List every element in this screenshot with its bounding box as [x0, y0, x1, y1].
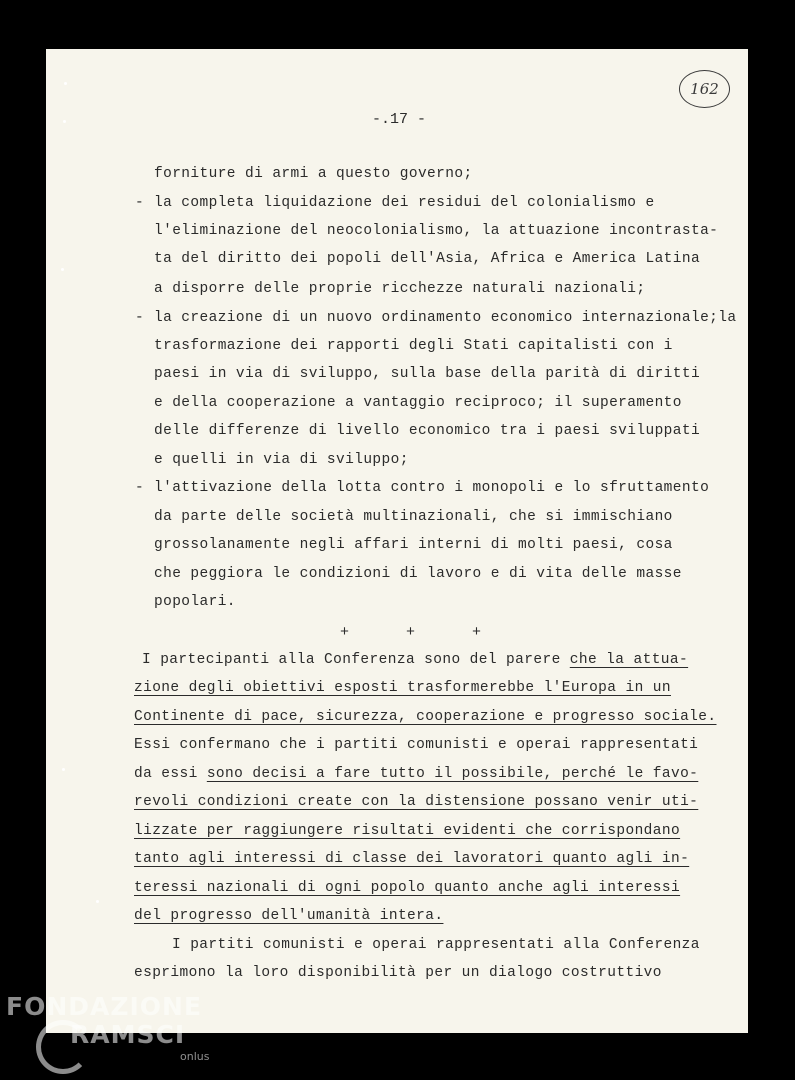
page-number: -.17 -	[372, 111, 427, 128]
paragraph-line: esprimono la loro disponibilità per un dialogo costruttivo	[134, 965, 662, 981]
section-separator: + + +	[340, 624, 506, 641]
list-line: forniture di armi a questo governo;	[154, 166, 473, 182]
paragraph-line: tanto agli interessi di classe dei lavoratori quanto agli in-	[134, 851, 690, 867]
paragraph-line	[134, 766, 698, 782]
underlined-text: che la attua-	[569, 652, 689, 668]
paragraph-line: lizzate per raggiungere risultati evidenti che corrispondano	[134, 823, 681, 839]
fondazione-gramsci-logo	[6, 992, 210, 1063]
list-line: e quelli in via di sviluppo;	[154, 452, 409, 468]
list-line: da parte delle società multinazionali, che si immischiano	[154, 509, 673, 525]
paragraph-line	[142, 652, 688, 668]
paragraph-text: da essi	[134, 766, 207, 782]
list-line: la creazione di un nuovo ordinamento economico internazionale;la	[154, 310, 737, 326]
list-line: delle differenze di livello economico tra i paesi sviluppati	[154, 423, 701, 439]
margin-mark	[96, 900, 99, 903]
list-line: e della cooperazione a vantaggio reciproco; il superamento	[154, 395, 682, 411]
paragraph-line: del progresso dell'umanità intera.	[134, 908, 444, 924]
paragraph-line: I partiti comunisti e operai rappresentati alla Conferenza	[172, 937, 700, 953]
margin-mark	[63, 120, 66, 123]
underlined-text: sono decisi a fare tutto il possibile, perché le favo-	[206, 766, 699, 782]
logo-line2: RAMSCI	[70, 1020, 186, 1049]
paragraph-line: revoli condizioni create con la distensione possano venir uti-	[134, 794, 699, 810]
list-line: ta del diritto dei popoli dell'Asia, Africa e America Latina	[154, 251, 701, 267]
bullet-dash: -	[135, 195, 144, 211]
list-line: l'attivazione della lotta contro i monopoli e lo sfruttamento	[154, 480, 710, 496]
logo-line1: FONDAZIONE	[6, 992, 203, 1021]
archive-number-stamp: 162	[679, 70, 730, 108]
paragraph-line: Essi confermano che i partiti comunisti e operai rappresentati	[134, 737, 699, 753]
margin-mark	[61, 268, 64, 271]
logo-line3: onlus	[180, 1050, 210, 1063]
list-line: paesi in via di sviluppo, sulla base della parità di diritti	[154, 366, 701, 382]
bullet-dash: -	[135, 480, 144, 496]
list-line: la completa liquidazione dei residui del colonialismo e	[154, 195, 655, 211]
list-line: grossolanamente negli affari interni di molti paesi, cosa	[154, 537, 673, 553]
paragraph-text: I partecipanti alla Conferenza sono del parere	[142, 652, 570, 668]
margin-mark	[64, 82, 67, 85]
list-line: trasformazione dei rapporti degli Stati capitalisti con i	[154, 338, 673, 354]
list-line: a disporre delle proprie ricchezze naturali nazionali;	[154, 281, 646, 297]
paragraph-line: teressi nazionali di ogni popolo quanto anche agli interessi	[134, 880, 681, 896]
list-line: popolari.	[154, 594, 236, 610]
margin-mark	[62, 768, 65, 771]
list-line: l'eliminazione del neocolonialismo, la attuazione incontrasta-	[154, 223, 719, 239]
paragraph-line: zione degli obiettivi esposti trasformerebbe l'Europa in un	[134, 680, 671, 696]
list-line: che peggiora le condizioni di lavoro e di vita delle masse	[154, 566, 682, 582]
bullet-dash: -	[135, 310, 144, 326]
paragraph-line: Continente di pace, sicurezza, cooperazione e progresso sociale.	[134, 709, 717, 725]
